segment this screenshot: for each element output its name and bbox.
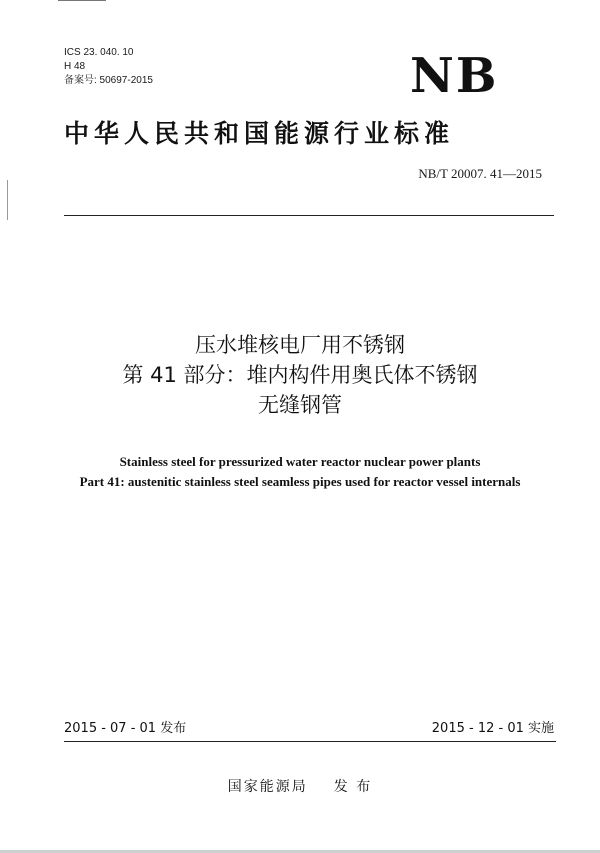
chinese-title-line-2: 第 41 部分：堆内构件用奥氏体不锈钢 [122,363,478,387]
publisher-name: 国家能源局 [227,779,308,795]
standard-number: NB/T 20007. 41—2015 [418,166,542,181]
publisher-line [0,778,600,796]
header-divider [64,215,554,216]
implementation-date: 2015 - 12 - 01 实施 [431,721,554,736]
class-code: H 48 [64,61,86,72]
publish-word: 发 布 [333,779,373,795]
scan-edge-mark-top [58,0,106,1]
filing-number: 备案号: 50697-2015 [64,75,153,86]
ics-code: ICS 23. 040. 10 [64,47,134,58]
nb-logo: NB [410,48,499,104]
scan-edge-mark-left [7,180,8,220]
issue-date: 2015 - 07 - 01 发布 [64,721,187,736]
classification-block [64,46,153,88]
chinese-title [0,330,600,420]
english-title [0,452,600,492]
chinese-title-line-3: 无缝钢管 [258,393,342,417]
english-title-line-2: Part 41: austenitic stainless steel seamless pipes used for reactor vessel internals [79,474,521,489]
english-title-line-1: Stainless steel for pressurized water reactor nuclear power plants [119,454,481,469]
organization-title: 中华人民共和国能源行业标准 [64,119,455,148]
chinese-title-line-1: 压水堆核电厂用不锈钢 [195,333,405,357]
footer-divider [64,741,556,742]
